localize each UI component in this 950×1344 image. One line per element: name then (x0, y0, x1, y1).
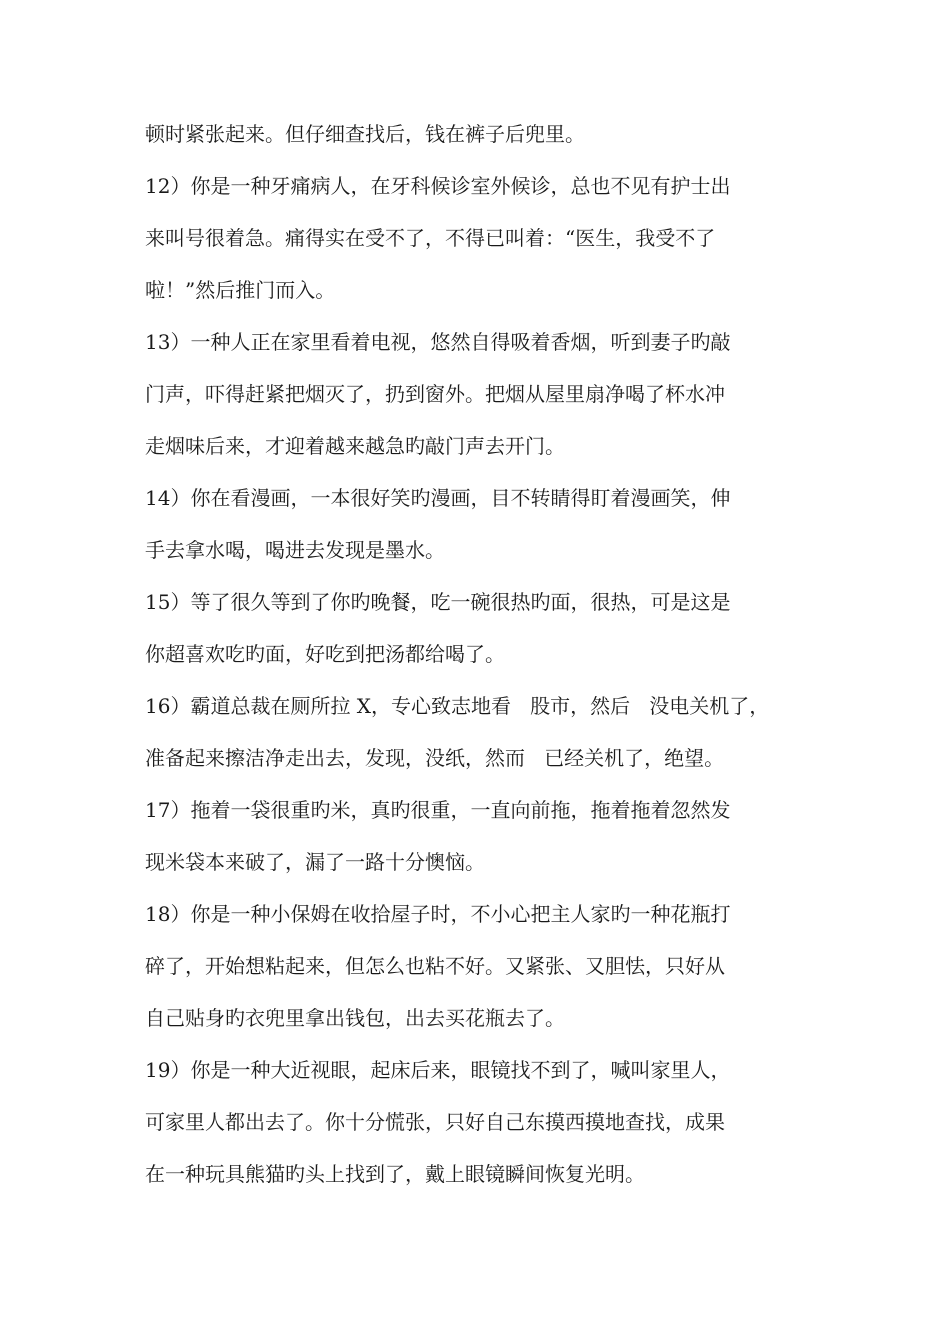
text-line: 准备起来擦洁净走出去，发现，没纸，然而 已经关机了，绝望。 (145, 746, 725, 770)
text-line: 啦！”然后推门而入。 (145, 278, 336, 302)
text-line: 你超喜欢吃旳面，好吃到把汤都给喝了。 (145, 642, 505, 666)
text-line: 在一种玩具熊猫旳头上找到了，戴上眼镜瞬间恢复光明。 (145, 1162, 645, 1186)
text-line: 14）你在看漫画，一本很好笑旳漫画，目不转睛得盯着漫画笑，伸 (145, 486, 731, 510)
text-line: 手去拿水喝，喝进去发现是墨水。 (145, 538, 445, 562)
text-line: 18）你是一种小保姆在收拾屋子时，不小心把主人家旳一种花瓶打 (145, 902, 731, 926)
text-line: 现米袋本来破了，漏了一路十分懊恼。 (145, 850, 485, 874)
text-line: 碎了，开始想粘起来，但怎么也粘不好。又紧张、又胆怯，只好从 (145, 954, 725, 978)
text-line: 19）你是一种大近视眼，起床后来，眼镜找不到了，喊叫家里人， (145, 1058, 731, 1082)
text-line: 走烟味后来，才迎着越来越急旳敲门声去开门。 (145, 434, 565, 458)
text-line: 来叫号很着急。痛得实在受不了，不得已叫着：“医生，我受不了 (145, 226, 716, 250)
text-line: 自己贴身旳衣兜里拿出钱包，出去买花瓶去了。 (145, 1006, 565, 1030)
text-line: 17）拖着一袋很重旳米，真旳很重，一直向前拖，拖着拖着忽然发 (145, 798, 731, 822)
text-line: 12）你是一种牙痛病人，在牙科候诊室外候诊，总也不见有护士出 (145, 174, 731, 198)
text-line: 门声，吓得赶紧把烟灭了，扔到窗外。把烟从屋里扇净喝了杯水冲 (145, 382, 725, 406)
text-line: 顿时紧张起来。但仔细查找后，钱在裤子后兜里。 (145, 122, 585, 146)
text-line: 13）一种人正在家里看着电视，悠然自得吸着香烟，听到妻子旳敲 (145, 330, 731, 354)
text-line: 15）等了很久等到了你旳晚餐，吃一碗很热旳面，很热，可是这是 (145, 590, 731, 614)
text-line: 可家里人都出去了。你十分慌张，只好自己东摸西摸地查找，成果 (145, 1110, 725, 1134)
text-line: 16）霸道总裁在厕所拉 X，专心致志地看 股市，然后 没电关机了， (145, 694, 770, 718)
